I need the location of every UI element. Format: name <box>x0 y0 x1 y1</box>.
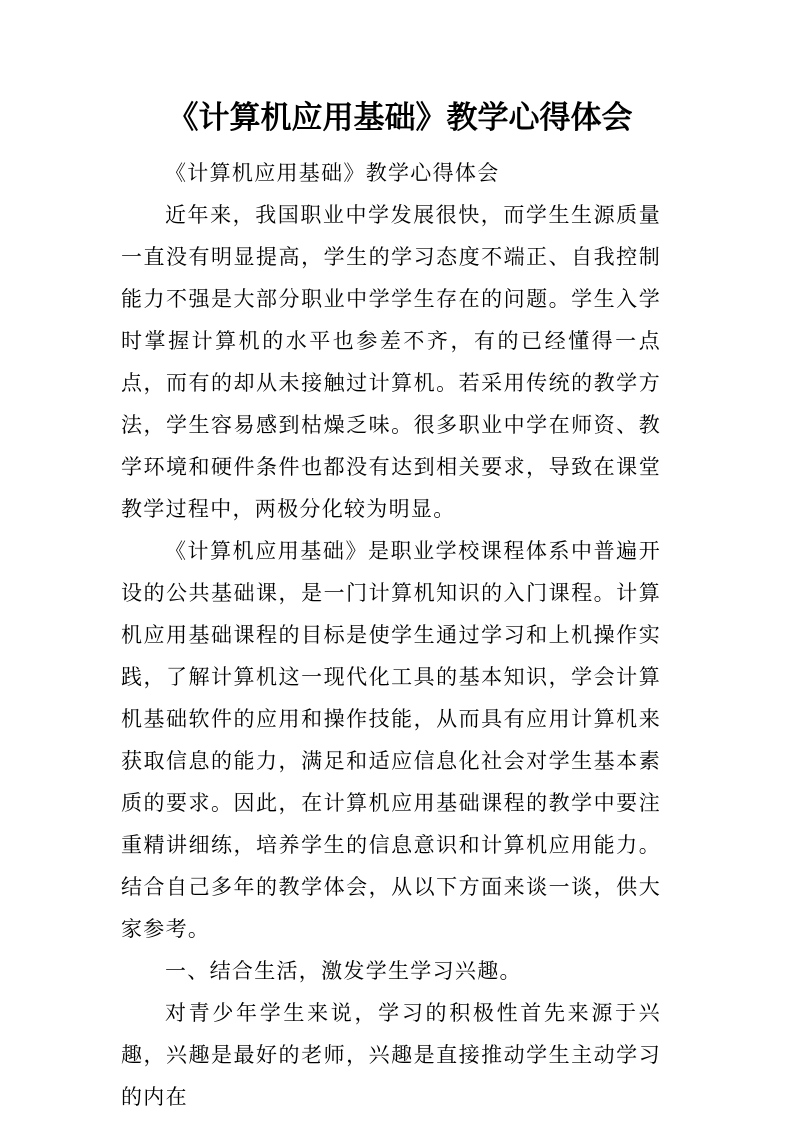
body-paragraph: 近年来，我国职业中学发展很快，而学生生源质量一直没有明显提高，学生的学习态度不端正、自我控制能力不强是大部分职业中学学生存在的问题。学生入学时掌握计算机的水平也参差不齐，有的已经懂得一点点，而有的却从未接触过计算机。若采用传统的教学方法，学生容易感到枯燥乏味。很多职业中学在师资、教学环境和硬件条件也都没有达到相关要求，导致在课堂教学过程中，两极分化较为明显。 <box>121 203 661 521</box>
document-title: 《计算机应用基础》教学心得体会 <box>167 100 633 136</box>
body-paragraph: 《计算机应用基础》是职业学校课程体系中普遍开设的公共基础课，是一门计算机知识的入门课程。计算机应用基础课程的目标是使学生通过学习和上机操作实践，了解计算机这一现代化工具的基本知识，学会计算机基础软件的应用和操作技能，从而具有应用计算机来获取信息的能力，满足和适应信息化社会对学生基本素质的要求。因此，在计算机应用基础课程的教学中要注重精讲细练，培养学生的信息意识和计算机应用能力。结合自己多年的教学体会，从以下方面来谈一谈，供大家参考。 <box>121 539 661 941</box>
document-body <box>121 152 661 1118</box>
section-heading: 一、结合生活，激发学生学习兴趣。 <box>165 959 522 983</box>
subtitle-paragraph: 《计算机应用基础》教学心得体会 <box>165 161 500 185</box>
body-paragraph: 对青少年学生来说，学习的积极性首先来源于兴趣，兴趣是最好的老师，兴趣是直接推动学生主动学习的内在 <box>121 1001 661 1109</box>
